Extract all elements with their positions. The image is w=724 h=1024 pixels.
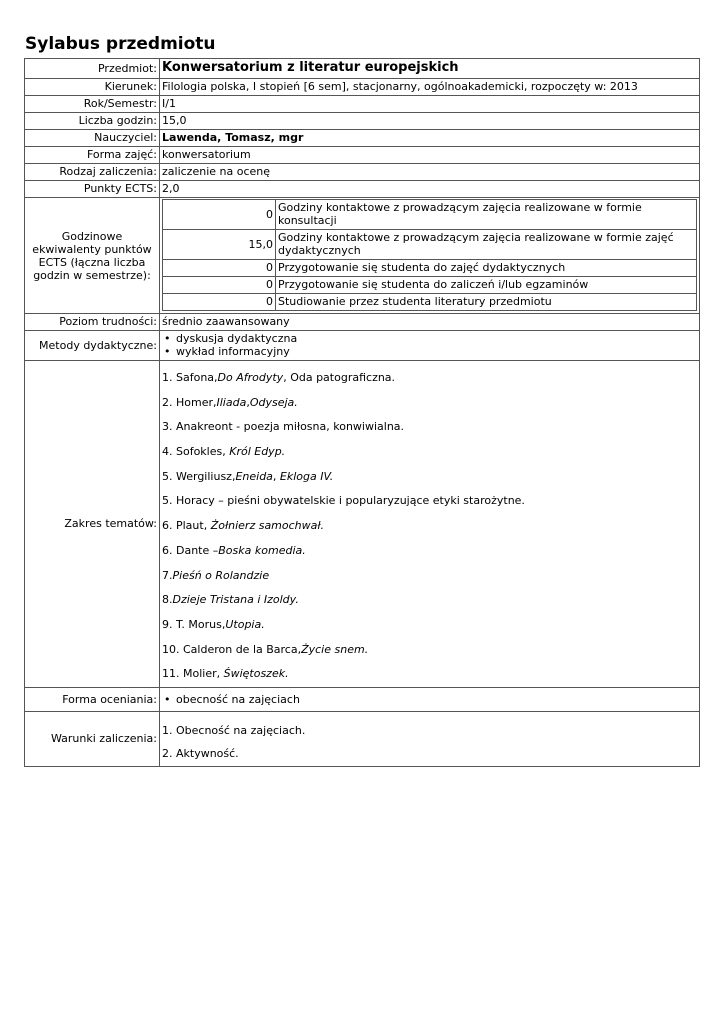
list-item: • obecność na zajęciach [162,693,697,706]
ects-item [163,230,697,260]
topic-text: 8. [162,593,173,607]
value-zaliczenie: zaliczenie na ocenę [160,164,700,181]
ects-text: Przygotowanie się studenta do zajęć dydaktycznych [276,260,697,277]
topic-text: 2. Homer, [162,395,217,409]
topic-title: Pieśń o Rolandzie [172,568,270,582]
topic-text: 9. T. Morus, [162,617,226,631]
value-ocenianie [160,688,700,712]
row-ocenianie [25,688,700,712]
topic-title: Do Afrodyty [217,371,284,384]
topic-text: 4. Sofokles, [162,445,230,459]
topic-title: Utopia. [225,617,265,631]
methods-list [162,332,697,358]
topic-item [162,494,697,507]
list-item: 2. Aktywność. [162,747,239,761]
topic-text: 10. Calderon de la Barca, [162,642,302,656]
topic-text: , [272,469,280,483]
topic-title: Świętoszek. [223,667,289,681]
page-title: Sylabus przedmiotu [25,34,216,54]
topic-title: Ekloga IV. [279,469,334,483]
topic-text: , Oda patograficzna. [283,371,396,384]
ects-item [163,277,697,294]
topic-text: 1. Safona, [162,371,218,384]
value-godziny: 15,0 [160,113,700,130]
conditions-list [162,713,697,764]
label-warunki: Warunki zaliczenia: [25,712,160,767]
label-zaliczenie: Rodzaj zaliczenia: [25,164,160,181]
label-metody: Metody dydaktyczne: [25,331,160,361]
value-nauczyciel: Lawenda, Tomasz, mgr [160,130,700,147]
label-kierunek: Kierunek: [25,79,160,96]
value-forma: konwersatorium [160,147,700,164]
topic-item [162,519,697,532]
value-warunki [160,712,700,767]
topic-title: Boska komedia. [218,543,306,557]
label-ekwiwalenty: Godzinowe ekwiwalenty punktów ECTS (łączna liczba godzin w semestrze): [25,198,160,314]
topic-text: 5. Wergiliusz, [162,469,236,483]
value-kierunek: Filologia polska, I stopień [6 sem], stacjonarny, ogólnoakademicki, rozpoczęty w: 2013 [160,79,700,96]
value-rok: I/1 [160,96,700,113]
ects-hours: 0 [163,200,276,230]
ects-item [163,260,697,277]
ects-item [163,294,697,311]
topic-item [162,445,697,458]
syllabus-table [24,58,700,767]
row-ekwiwalenty [25,198,700,314]
topic-text: 5. Horacy – pieśni obywatelskie i popularyzujące etyki starożytne. [162,494,525,508]
topic-title: Dzieje Tristana i Izoldy. [172,593,299,607]
topic-item [162,470,697,483]
topic-text: 3. Anakreont - poezja miłosna, konwiwialna. [162,420,405,434]
row-nauczyciel [25,130,700,147]
label-rok: Rok/Semestr: [25,96,160,113]
topic-item [162,618,697,631]
label-zakres: Zakres tematów: [25,361,160,688]
topic-title: Odyseja. [249,395,298,409]
label-forma: Forma zajęć: [25,147,160,164]
topic-title: Król Edyp. [229,445,286,459]
topic-item [162,643,697,656]
topic-text: 11. Molier, [162,667,224,681]
topic-title: Eneida [235,469,273,483]
label-ocenianie: Forma oceniania: [25,688,160,712]
ects-hours: 0 [163,294,276,311]
list-item: 1. Obecność na zajęciach. [162,724,306,738]
list-item: • dyskusja dydaktyczna [162,332,697,345]
topic-item [162,544,697,557]
row-kierunek [25,79,700,96]
row-zaliczenie [25,164,700,181]
label-przedmiot: Przedmiot: [25,59,160,79]
ects-hours-list [162,199,697,311]
ects-text: Przygotowanie się studenta do zaliczeń i/lub egzaminów [276,277,697,294]
ects-hours: 0 [163,260,276,277]
topic-item [162,569,697,582]
topic-text: 6. Plaut, [162,519,211,533]
topic-title: Iliada [216,395,247,409]
topic-item [162,420,697,433]
ects-hours: 0 [163,277,276,294]
topic-title: Żołnierz samochwał. [210,519,325,533]
topics-list [162,362,697,685]
topic-text: 6. Dante – [162,543,219,557]
topic-text: , [246,395,250,409]
value-zakres [160,361,700,688]
row-warunki [25,712,700,767]
label-ects: Punkty ECTS: [25,181,160,198]
label-nauczyciel: Nauczyciel: [25,130,160,147]
topic-item [162,396,697,409]
ects-hours: 15,0 [163,230,276,260]
topic-text: 7. [162,568,173,582]
ects-text: Godziny kontaktowe z prowadzącym zajęcia realizowane w formie zajęć dydaktycznych [276,230,697,260]
topic-item [162,667,697,680]
row-rok [25,96,700,113]
topic-title: Życie snem. [301,642,369,656]
ects-text: Studiowanie przez studenta literatury przedmiotu [276,294,697,311]
row-poziom [25,314,700,331]
value-metody [160,331,700,361]
ects-item [163,200,697,230]
value-przedmiot: Konwersatorium z literatur europejskich [160,59,700,79]
grading-list [162,693,697,706]
ects-text: Godziny kontaktowe z prowadzącym zajęcia realizowane w formie konsultacji [276,200,697,230]
topic-item [162,371,697,384]
value-ects: 2,0 [160,181,700,198]
value-poziom: średnio zaawansowany [160,314,700,331]
row-ects [25,181,700,198]
value-ekwiwalenty [160,198,700,314]
row-forma [25,147,700,164]
row-przedmiot [25,59,700,79]
list-item: • wykład informacyjny [162,345,697,358]
topic-item [162,593,697,606]
row-godziny [25,113,700,130]
label-poziom: Poziom trudności: [25,314,160,331]
label-godziny: Liczba godzin: [25,113,160,130]
row-metody [25,331,700,361]
row-zakres [25,361,700,688]
